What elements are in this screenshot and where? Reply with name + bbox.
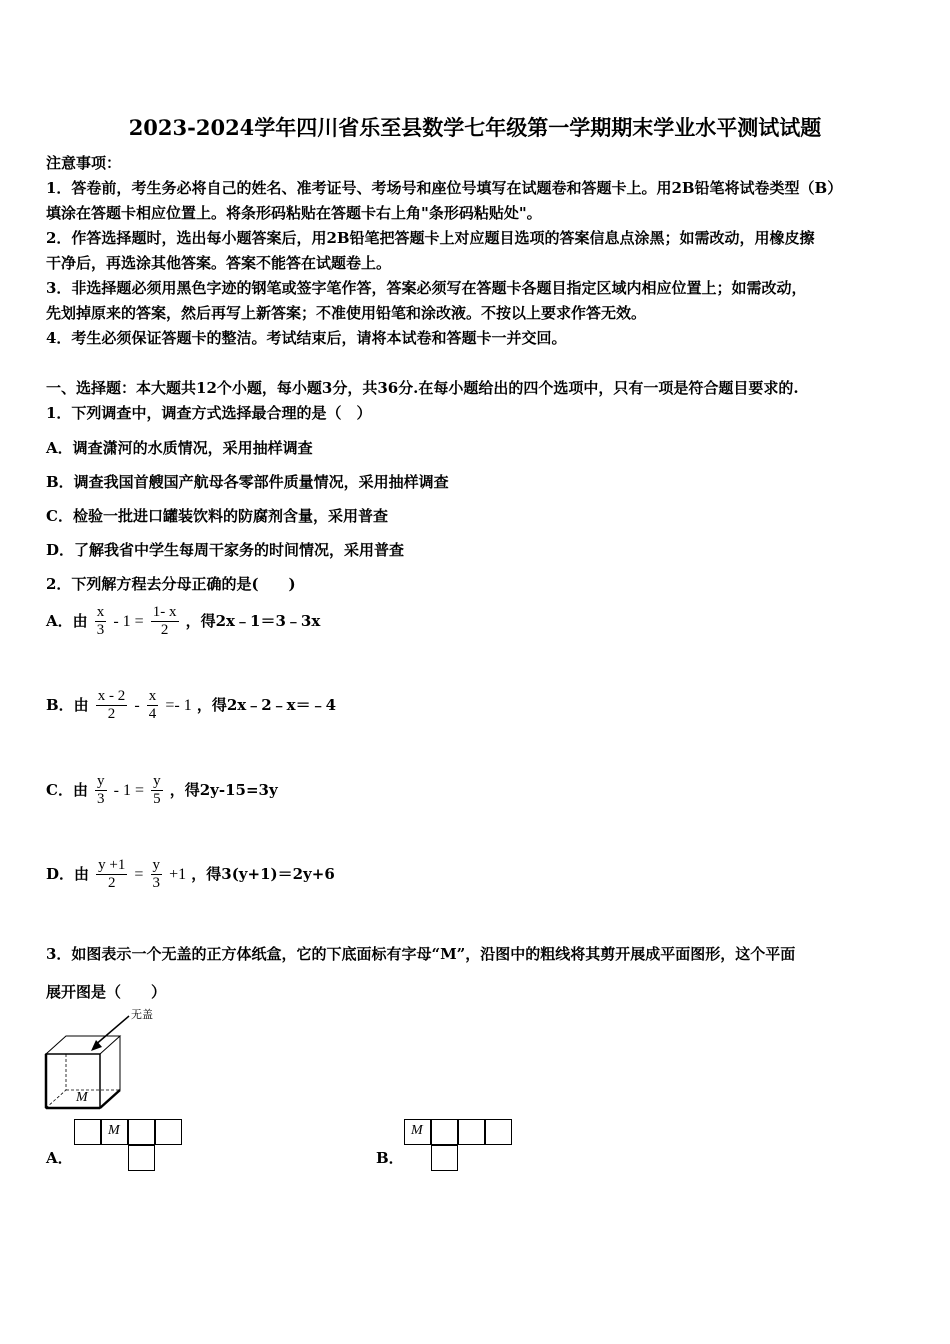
q1-option-b: B．调查我国首艘国产航母各零部件质量情况，采用抽样调查 bbox=[46, 473, 449, 491]
result: ，得2y-15=3y bbox=[169, 781, 278, 799]
operator: +1 bbox=[169, 866, 187, 883]
notice-line: 3．非选择题必须用黑色字迹的钢笔或签字笔作答，答案必须写在答题卡各题目指定区域内相应位置上；如需改动， bbox=[46, 279, 807, 297]
q2-option-c bbox=[46, 773, 278, 808]
q1-option-d: D．了解我省中学生每周干家务的时间情况，采用普查 bbox=[46, 541, 405, 559]
fraction: $\frac{y}{3}$ bbox=[97, 773, 105, 807]
question-3-stem-cont: 展开图是（ ） bbox=[46, 983, 167, 1001]
result: ，得2x﹣2﹣x＝﹣4 bbox=[196, 696, 337, 714]
operator: - bbox=[134, 697, 140, 714]
fraction: $\frac{y}{5}$ bbox=[153, 773, 161, 807]
net-cell bbox=[128, 1145, 155, 1171]
q3-option-b-label: B． bbox=[376, 1149, 404, 1167]
result: ，得2x﹣1＝3﹣3x bbox=[185, 612, 321, 630]
net-cell bbox=[404, 1119, 431, 1145]
fraction: $\frac{x}{3}$ bbox=[96, 604, 105, 638]
option-label: B．由 bbox=[46, 696, 89, 714]
q3-option-a-net bbox=[74, 1119, 189, 1175]
operator: =- 1 bbox=[165, 697, 192, 714]
q1-option-a: A．调查潇河的水质情况，采用抽样调查 bbox=[46, 439, 313, 457]
notice-line: 4．考生必须保证答题卡的整洁。考试结束后，请将本试卷和答题卡一并交回。 bbox=[46, 329, 567, 347]
net-cell bbox=[431, 1119, 458, 1145]
q2-option-b bbox=[46, 688, 336, 723]
net-cell bbox=[128, 1119, 155, 1145]
option-label: A．由 bbox=[46, 612, 88, 630]
cube-figure bbox=[44, 1006, 184, 1111]
notice-line: 干净后，再选涂其他答案。答案不能答在试题卷上。 bbox=[46, 254, 392, 272]
letter-m: M bbox=[108, 1123, 120, 1138]
q2-option-d bbox=[46, 857, 335, 892]
page-title: 2023-2024学年四川省乐至县数学七年级第一学期期末学业水平测试试题 bbox=[128, 115, 822, 140]
operator: - 1 = bbox=[113, 613, 144, 630]
no-lid-label: 无盖 bbox=[131, 1008, 153, 1021]
operator: = bbox=[134, 866, 144, 883]
notice-line: 2．作答选择题时，选出每小题答案后，用2B铅笔把答题卡上对应题目选项的答案信息点涂黑；如需改动，用橡皮擦 bbox=[46, 229, 815, 247]
net-cell bbox=[431, 1145, 458, 1171]
notice-line: 先划掉原来的答案，然后再写上新答案；不准使用铅笔和涂改液。不按以上要求作答无效。 bbox=[46, 304, 647, 322]
notice-heading: 注意事项： bbox=[46, 154, 122, 172]
notice-line: 填涂在答题卡相应位置上。将条形码粘贴在答题卡右上角"条形码粘贴处"。 bbox=[46, 204, 542, 222]
operator: - 1 = bbox=[113, 782, 144, 799]
letter-m: M bbox=[76, 1090, 88, 1105]
q1-option-c: C．检验一批进口罐装饮料的防腐剂含量，采用普查 bbox=[46, 507, 388, 525]
q3-option-a-label: A． bbox=[46, 1149, 73, 1167]
result: ，得3(y+1)＝2y+6 bbox=[191, 865, 335, 883]
section-heading: 一、选择题：本大题共12个小题，每小题3分，共36分.在每小题给出的四个选项中，只有一项是符合题目要求的. bbox=[46, 379, 799, 397]
q2-option-a bbox=[46, 604, 320, 639]
net-cell bbox=[155, 1119, 182, 1145]
net-cell bbox=[74, 1119, 101, 1145]
open-box-diagram bbox=[44, 1006, 184, 1111]
net-cell bbox=[101, 1119, 128, 1145]
fraction: $\frac{y}{3}$ bbox=[152, 857, 161, 891]
fraction: $\frac{x - 2}{2}$ bbox=[97, 688, 126, 722]
net-cell bbox=[485, 1119, 512, 1145]
q3-option-b-net bbox=[404, 1119, 519, 1175]
question-1-stem: 1．下列调查中，调查方式选择最合理的是（ ） bbox=[46, 404, 372, 422]
letter-m: M bbox=[411, 1123, 423, 1138]
notice-line: 1．答卷前，考生务必将自己的姓名、准考证号、考场号和座位号填写在试题卷和答题卡上。用2B铅笔将试卷类型（B） bbox=[46, 179, 843, 197]
question-2-stem: 2．下列解方程去分母正确的是( ) bbox=[46, 575, 296, 593]
net-cell bbox=[458, 1119, 485, 1145]
question-3-stem: 3．如图表示一个无盖的正方体纸盒，它的下底面标有字母“M”，沿图中的粗线将其剪开展成平面图形，这个平面 bbox=[46, 945, 796, 963]
option-label: D．由 bbox=[46, 865, 90, 883]
fraction: $\frac{1- x}{2}$ bbox=[152, 604, 177, 638]
fraction: $\frac{x}{4}$ bbox=[148, 688, 157, 722]
option-label: C．由 bbox=[46, 781, 88, 799]
fraction: $\frac{y +1}{2}$ bbox=[98, 857, 126, 891]
